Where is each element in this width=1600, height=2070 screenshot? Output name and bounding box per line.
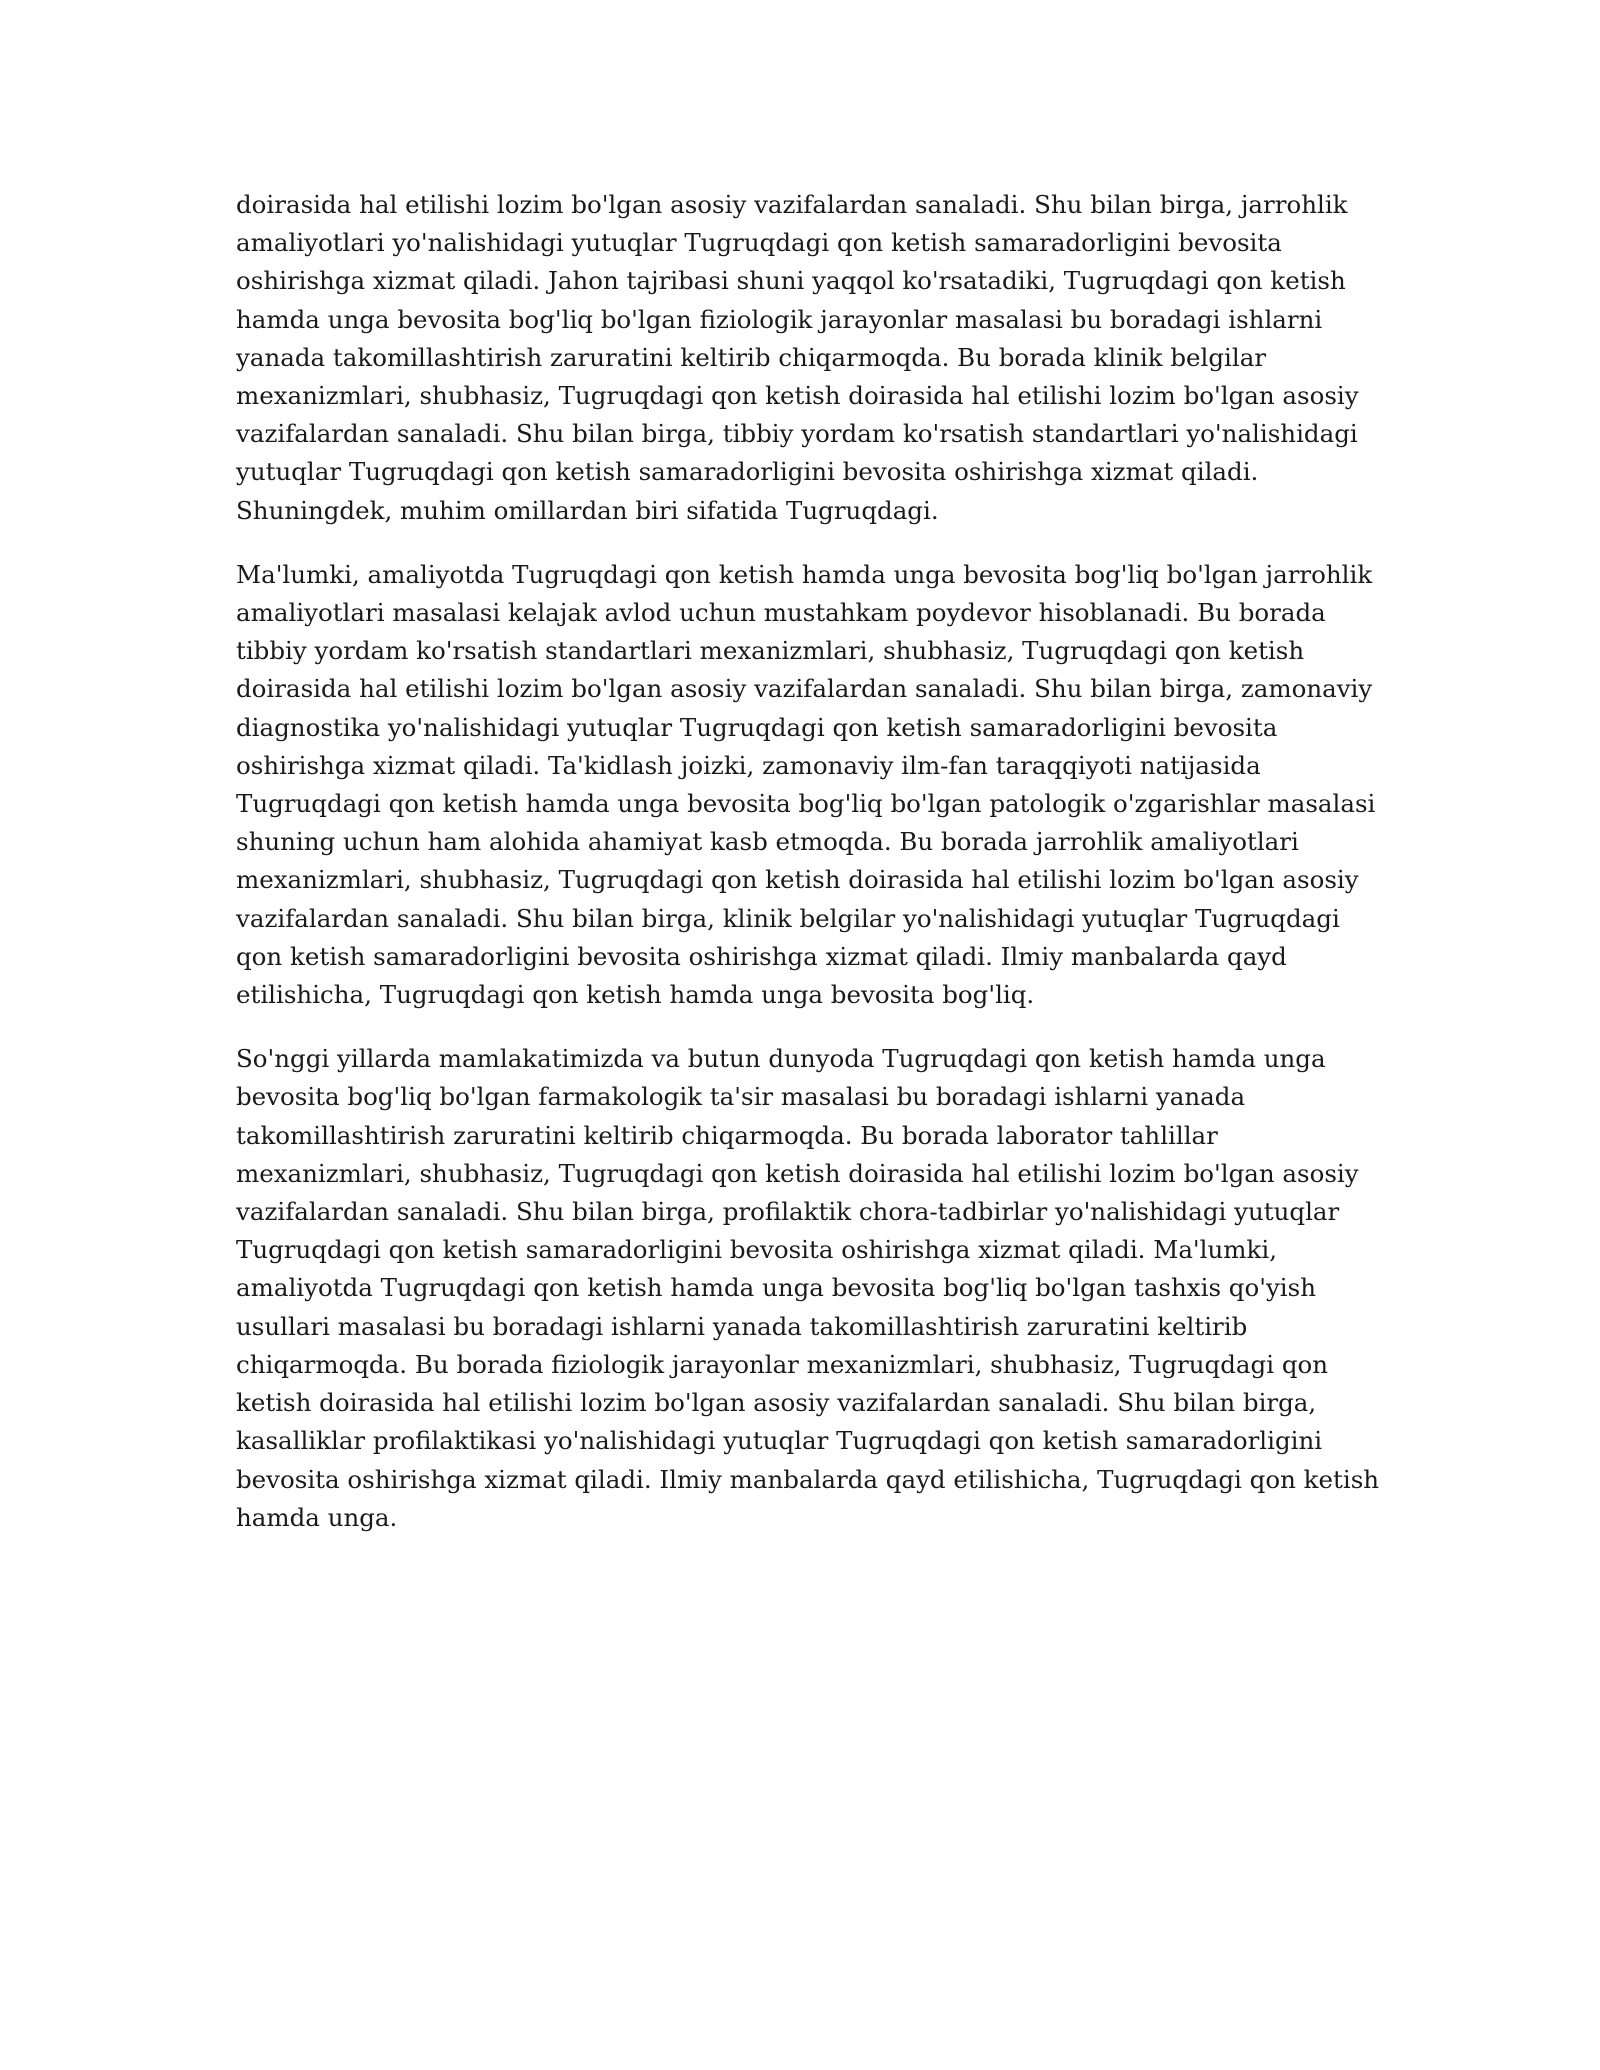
paragraph-2: Ma'lumki, amaliyotda Tugruqdagi qon ketish hamda unga bevosita bog'liq bo'lgan jarrohlik amaliyotlari masalasi kelajak avlod uchun mustahkam poydevor hisoblanadi. Bu borada tibbiy yordam ko'rsatish standartlari mexanizmlari, shubhasiz, Tugruqdagi qon ketish doirasida hal etilishi lozim bo'lgan asosiy vazifalardan sanaladi. Shu bilan birga, zamonaviy diagnostika yo'nalishidagi yutuqlar Tugruqdagi qon ketish samaradorligini bevosita oshirishga xizmat qiladi. Ta'kidlash joizki, zamonaviy ilm-fan taraqqiyoti natijasida Tugruqdagi qon ketish hamda unga bevosita bog'liq bo'lgan patologik o'zgarishlar masalasi shuning uchun ham alohida ahamiyat kasb etmoqda. Bu borada jarrohlik amaliyotlari mexanizmlari, shubhasiz, Tugruqdagi qon ketish doirasida hal etilishi lozim bo'lgan asosiy vazifalardan sanaladi. Shu bilan birga, klinik belgilar yo'nalishidagi yutuqlar Tugruqdagi qon ketish samaradorligini bevosita oshirishga xizmat qiladi. Ilmiy manbalarda qayd etilishicha, Tugruqdagi qon ketish hamda unga bevosita bog'liq. bbox=[236, 559, 1376, 1010]
document-body bbox=[236, 186, 1380, 1563]
paragraph-1: doirasida hal etilishi lozim bo'lgan asosiy vazifalardan sanaladi. Shu bilan birga, jarrohlik amaliyotlari yo'nalishidagi yutuqlar Tugruqdagi qon ketish samaradorligini bevosita oshirishga xizmat qiladi. Jahon tajribasi shuni yaqqol ko'rsatadiki, Tugruqdagi qon ketish hamda unga bevosita bog'liq bo'lgan fiziologik jarayonlar masalasi bu boradagi ishlarni yanada takomillashtirish zaruratini keltirib chiqarmoqda. Bu borada klinik belgilar mexanizmlari, shubhasiz, Tugruqdagi qon ketish doirasida hal etilishi lozim bo'lgan asosiy vazifalardan sanaladi. Shu bilan birga, tibbiy yordam ko'rsatish standartlari yo'nalishidagi yutuqlar Tugruqdagi qon ketish samaradorligini bevosita oshirishga xizmat qiladi. Shuningdek, muhim omillardan biri sifatida Tugruqdagi. bbox=[236, 190, 1359, 525]
paragraph-3: So'nggi yillarda mamlakatimizda va butun dunyoda Tugruqdagi qon ketish hamda unga bevosita bog'liq bo'lgan farmakologik ta'sir masalasi bu boradagi ishlarni yanada takomillashtirish zaruratini keltirib chiqarmoqda. Bu borada laborator tahlillar mexanizmlari, shubhasiz, Tugruqdagi qon ketish doirasida hal etilishi lozim bo'lgan asosiy vazifalardan sanaladi. Shu bilan birga, profilaktik chora-tadbirlar yo'nalishidagi yutuqlar Tugruqdagi qon ketish samaradorligini bevosita oshirishga xizmat qiladi. Ma'lumki, amaliyotda Tugruqdagi qon ketish hamda unga bevosita bog'liq bo'lgan tashxis qo'yish usullari masalasi bu boradagi ishlarni yanada takomillashtirish zaruratini keltirib chiqarmoqda. Bu borada fiziologik jarayonlar mexanizmlari, shubhasiz, Tugruqdagi qon ketish doirasida hal etilishi lozim bo'lgan asosiy vazifalardan sanaladi. Shu bilan birga, kasalliklar profilaktikasi yo'nalishidagi yutuqlar Tugruqdagi qon ketish samaradorligini bevosita oshirishga xizmat qiladi. Ilmiy manbalarda qayd etilishicha, Tugruqdagi qon ketish hamda unga. bbox=[236, 1044, 1380, 1532]
